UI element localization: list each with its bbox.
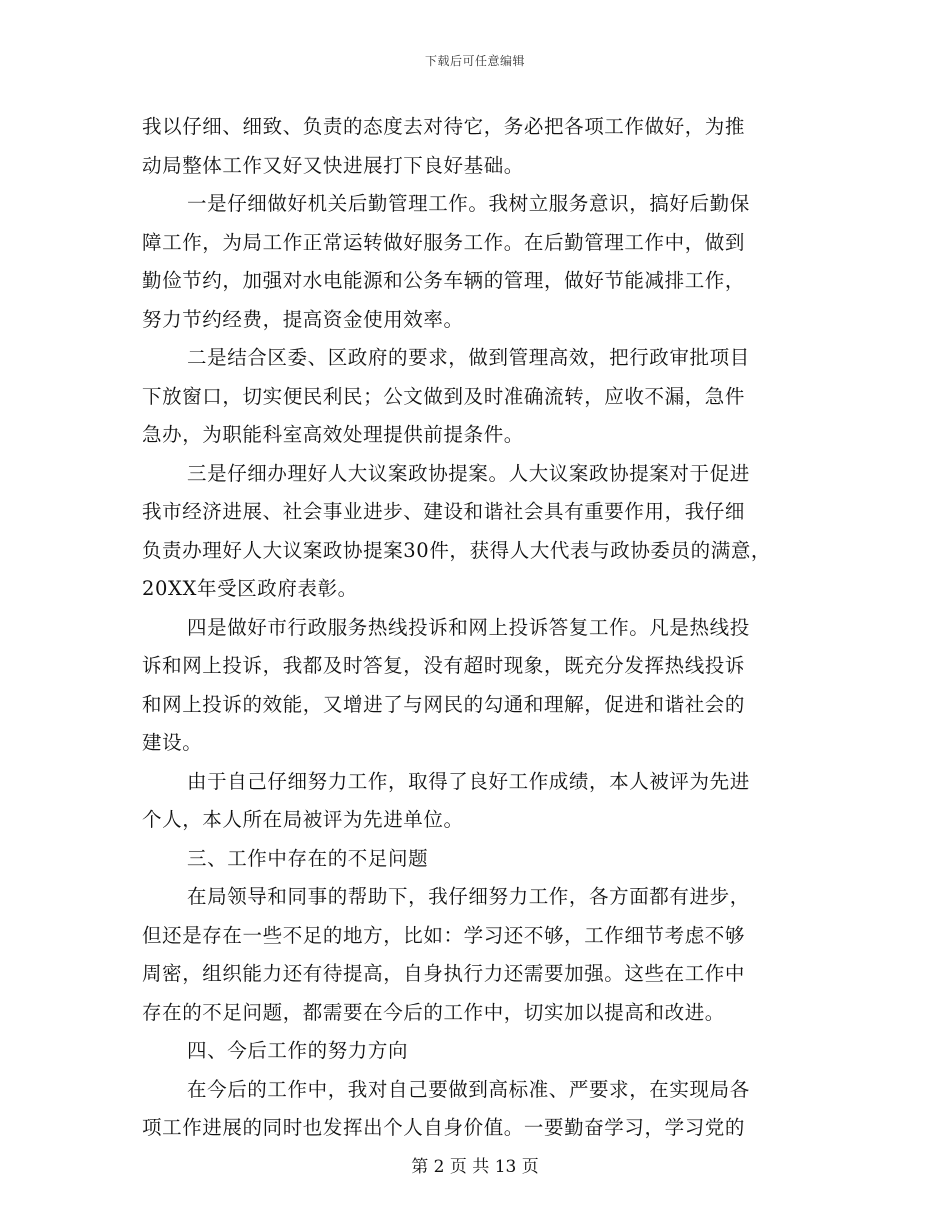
paragraph-start: 在今后的工作中，我对自己要做到高标准、严要求，在实现局各: [187, 1077, 750, 1101]
text-line: 急办，为职能科室高效处理提供前提条件。: [142, 423, 524, 446]
body-text: [142, 108, 814, 1148]
paragraph-start: 一是仔细做好机关后勤管理工作。我树立服务意识，搞好后勤保: [187, 192, 750, 215]
text-line: 障工作，为局工作正常运转做好服务工作。在后勤管理工作中，做到: [142, 230, 746, 254]
text-line: 但还是存在一些不足的地方，比如：学习还不够，工作细节考虑不够: [142, 923, 746, 947]
text-line: 建设。: [142, 731, 203, 754]
paragraph-start: 二是结合区委、区政府的要求，做到管理高效，把行政审批项目: [187, 346, 750, 369]
text-line: 动局整体工作又好又快进展打下良好基础。: [142, 153, 524, 177]
text-line: 下放窗口，切实便民利民；公文做到及时准确流转，应收不漏，急件: [142, 384, 746, 408]
paragraph-start: 三是仔细办理好人大议案政协提案。人大议案政协提案对于促进: [187, 461, 750, 485]
text-line: 存在的不足问题，都需要在今后的工作中，切实加以提高和改进。: [142, 1000, 725, 1024]
text-line: 勤俭节约，加强对水电能源和公务车辆的管理，做好节能减排工作，: [142, 269, 746, 292]
section-heading: 四、今后工作的努力方向: [187, 1039, 409, 1062]
paragraph-start: 四是做好市行政服务热线投诉和网上投诉答复工作。凡是热线投: [187, 615, 750, 639]
section-heading: 三、工作中存在的不足问题: [187, 846, 429, 870]
paragraph-start: 在局领导和同事的帮助下，我仔细努力工作，各方面都有进步，: [187, 885, 750, 908]
paragraph-start: 由于自己仔细努力工作，取得了良好工作成绩，本人被评为先进: [187, 769, 750, 793]
text-line: 和网上投诉的效能，又增进了与网民的勾通和理解，促进和谐社会的: [142, 692, 746, 716]
page-number-footer: 第 2 页 共 13 页: [411, 1157, 539, 1177]
text-line: 项工作进展的同时也发挥出个人自身价值。一要勤奋学习，学习党的: [142, 1116, 746, 1139]
text-line: 诉和网上投诉，我都及时答复，没有超时现象，既充分发挥热线投诉: [142, 654, 746, 677]
text-line: 周密，组织能力还有待提高，自身执行力还需要加强。这些在工作中: [142, 962, 746, 985]
text-line: 20XX年受区政府表彰。: [142, 577, 358, 600]
text-line: 努力节约经费，提高资金使用效率。: [142, 307, 464, 331]
text-line: 负责办理好人大议案政协提案30件，获得人大代表与政协委员的满意，: [142, 538, 772, 562]
text-line: 我以仔细、细致、负责的态度去对待它，务必把各项工作做好，为推: [142, 115, 746, 138]
text-line: 个人，本人所在局被评为先进单位。: [142, 808, 464, 831]
text-line: 我市经济进展、社会事业进步、建设和谐社会具有重要作用，我仔细: [142, 500, 746, 523]
header-note: 下载后可任意编辑: [424, 54, 525, 68]
